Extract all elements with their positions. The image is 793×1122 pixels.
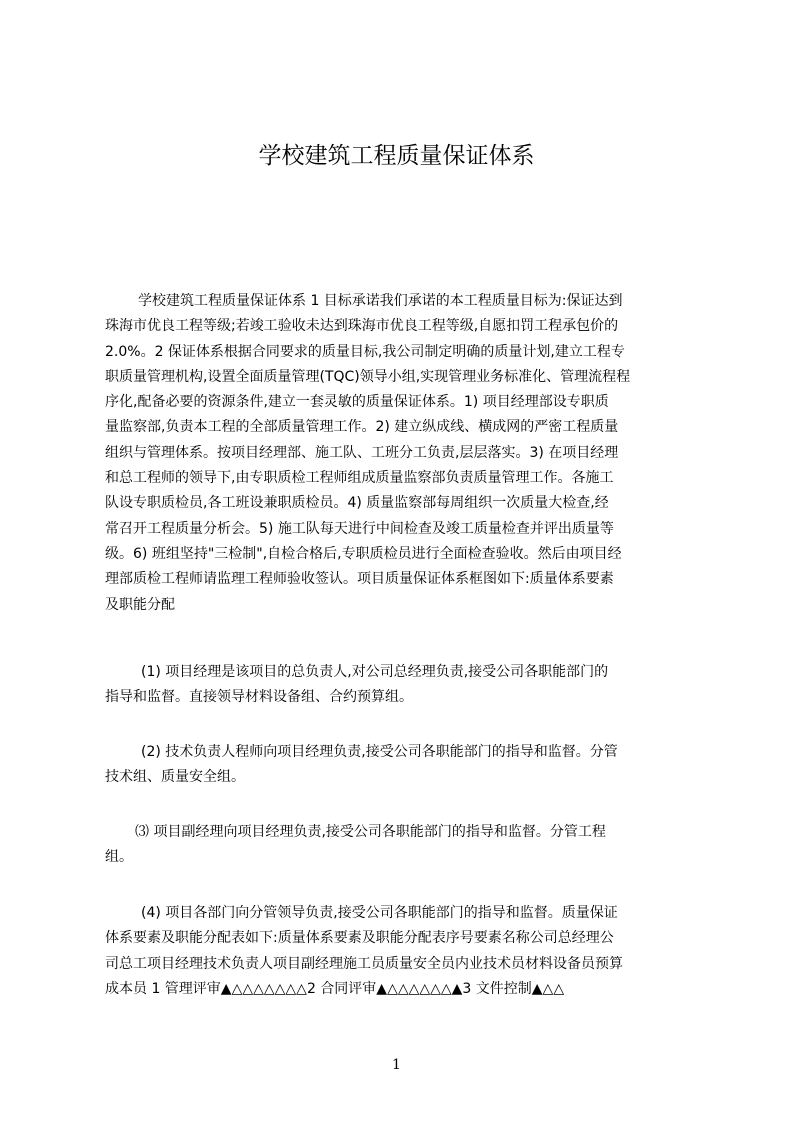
intro-line: 珠海市优良工程等级;若竣工验收未达到珠海市优良工程等级,自愿扣罚工程承包价的 — [105, 318, 619, 335]
intro-line: 职质量管理机构,设置全面质量管理(TQC)领导小组,实现管理业务标准化、管理流程程 — [105, 368, 631, 385]
item-4-line: (4) 项目各部门向分管领导负责,接受公司各职能部门的指导和监督。质量保证 — [141, 905, 618, 921]
intro-line: 级。6) 班组坚持"三检制",自检合格后,专职质检员进行全面检查验收。然后由项目经 — [105, 545, 622, 562]
item-1-line: 指导和监督。直接领导材料设备组、合约预算组。 — [105, 689, 413, 706]
item-2-line: (2) 技术负责人程师向项目经理负责,接受公司各职能部门的指导和监督。分管 — [141, 744, 618, 760]
intro-line: 理部质检工程师请监理工程师验收签认。项目质量保证体系框图如下:质量体系要素 — [105, 571, 614, 588]
intro-line: 和总工程师的领导下,由专职质检工程师组成质量监察部负责质量管理工作。各施工 — [105, 470, 614, 487]
item-2-paragraph — [105, 740, 697, 791]
item-3-paragraph — [105, 820, 697, 871]
item-1-paragraph — [105, 660, 697, 711]
intro-line: 2.0%。2 保证体系根据合同要求的质量目标,我公司制定明确的质量计划,建立工程专 — [105, 343, 625, 360]
item-3-line: ⑶ 项目副经理向项目经理负责,接受公司各职能部门的指导和监督。分管工程 — [135, 824, 606, 840]
item-4-paragraph — [105, 901, 697, 1002]
intro-line: 常召开工程质量分析会。5) 施工队每天进行中间检查及竣工质量检查并评出质量等 — [105, 520, 614, 537]
intro-line: 队设专职质检员,各工班设兼职质检员。4) 质量监察部每周组织一次质量大检查,经 — [105, 495, 609, 512]
item-3-line: 组。 — [105, 849, 133, 866]
intro-line: 组织与管理体系。按项目经理部、施工队、工班分工负责,层层落实。3) 在项目经理 — [105, 444, 619, 461]
intro-line: 及职能分配 — [105, 596, 175, 613]
item-4-line: 体系要素及职能分配表如下:质量体系要素及职能分配表序号要素名称公司总经理公 — [105, 930, 614, 947]
intro-line: 量监察部,负责本工程的全部质量管理工作。2) 建立纵成线、横成网的严密工程质量 — [105, 419, 619, 436]
document-title: 学校建筑工程质量保证体系 — [258, 143, 535, 169]
item-4-line: 成本员 1 管理评审▲△△△△△△△2 合同评审▲△△△△△△▲3 文件控制▲△△ — [105, 980, 565, 997]
item-4-line: 司总工项目经理技术负责人项目副经理施工员质量安全员内业技术员材料设备员预算 — [105, 955, 623, 972]
intro-paragraph — [105, 289, 697, 618]
intro-line: 序化,配备必要的资源条件,建立一套灵敏的质量保证体系。1) 项目经理部设专职质 — [105, 394, 609, 411]
item-1-line: (1) 项目经理是该项目的总负责人,对公司总经理负责,接受公司各职能部门的 — [141, 664, 609, 680]
page-number: 1 — [392, 1057, 401, 1073]
intro-line: 学校建筑工程质量保证体系 1 目标承诺我们承诺的本工程质量目标为:保证达到 — [138, 293, 623, 309]
item-2-line: 技术组、质量安全组。 — [105, 769, 245, 786]
